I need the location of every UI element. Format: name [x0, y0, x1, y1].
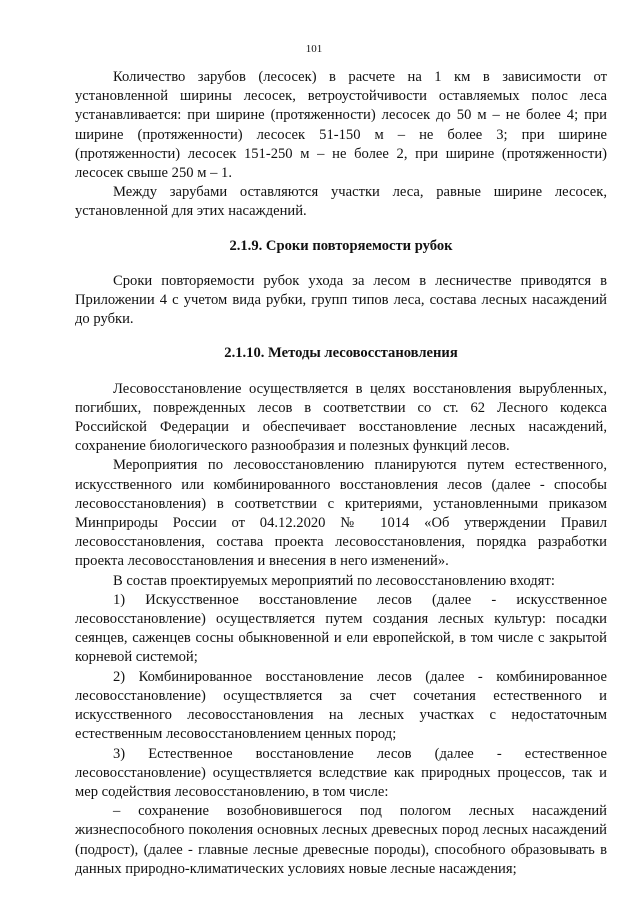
list-item-combined: 2) Комбинированное восстановление лесов (далее - комбинированное лесовосстановление) осуществляется за счет сочетания естественного и искусственного лесовосстановления на лесных участках с недостаточным естественным лесовосстановлением ценных пород;: [75, 668, 607, 743]
section-heading-2-1-9: 2.1.9. Сроки повторяемости рубок: [229, 237, 453, 254]
paragraph-reforestation-planning: Мероприятия по лесовосстановлению планируются путем естественного, искусственного или комбинированного восстановления лесов (далее - способы лесовосстановления) в соответствии с критериями, установленными приказом Минприроды России от 04.12.2020 № 1014 «Об утверждении Правил лесовосстановления, состава проекта лесовосстановления, порядка разработки проекта лесовосстановления и внесения в него изменений».: [75, 457, 607, 570]
list-item-natural: 3) Естественное восстановление лесов (далее - естественное лесовосстановление) осуществляется вследствие как природных процессов, так и мер содействия лесовосстановлению, в том числе:: [75, 745, 607, 800]
section-heading-2-1-10: 2.1.10. Методы лесовосстановления: [224, 345, 458, 362]
paragraph-measures-list-intro: В состав проектируемых мероприятий по лесовосстановлению входят:: [113, 572, 555, 589]
paragraph-cuts-count: Количество зарубов (лесосек) в расчете на 1 км в зависимости от установленной ширины лесосек, ветроустойчивости оставляемых полос леса устанавливается: при ширине (протяженности) лесосек до 50 м – не более 4; при ширине (протяженности) лесосек 51-150 м – не более 3; при ширине (протяженности) лесосек 151-250 м – не более 2, при ширине (протяженности) лесосек свыше 250 м – 1.: [75, 69, 607, 182]
document-body: [75, 68, 607, 879]
list-item-artificial: 1) Искусственное восстановление лесов (далее - искусственное лесовосстановление) осуществляется путем создания лесных культур: посадки сеянцев, саженцев сосны обыкновенной и ели европейской, в том числе с закрытой корневой системой;: [75, 591, 607, 666]
page-number: 101: [305, 43, 323, 55]
paragraph-reforestation-purpose: Лесовосстановление осуществляется в целях восстановления вырубленных, погибших, поврежденных лесов в соответствии со ст. 62 Лесного кодекса Российской Федерации и обеспечивает восстановление лесных насаждений, сохранение биологического разнообразия и полезных функций лесов.: [75, 380, 607, 455]
paragraph-repeat-terms: Сроки повторяемости рубок ухода за лесом в лесничестве приводятся в Приложении 4 с учетом вида рубки, групп типов леса, состава лесных насаждений до рубки.: [75, 272, 607, 328]
list-item-undergrowth: – сохранение возобновившегося под пологом лесных насаждений жизнеспособного поколения основных лесных древесных пород лесных насаждений (подрост), (далее - главные лесные древесные породы), способного образовывать в данных природно-климатических условиях новые лесные насаждения;: [75, 803, 607, 877]
paragraph-between-cuts: Между зарубами оставляются участки леса, равные ширине лесосек, установленной для этих насаждений.: [75, 184, 607, 220]
